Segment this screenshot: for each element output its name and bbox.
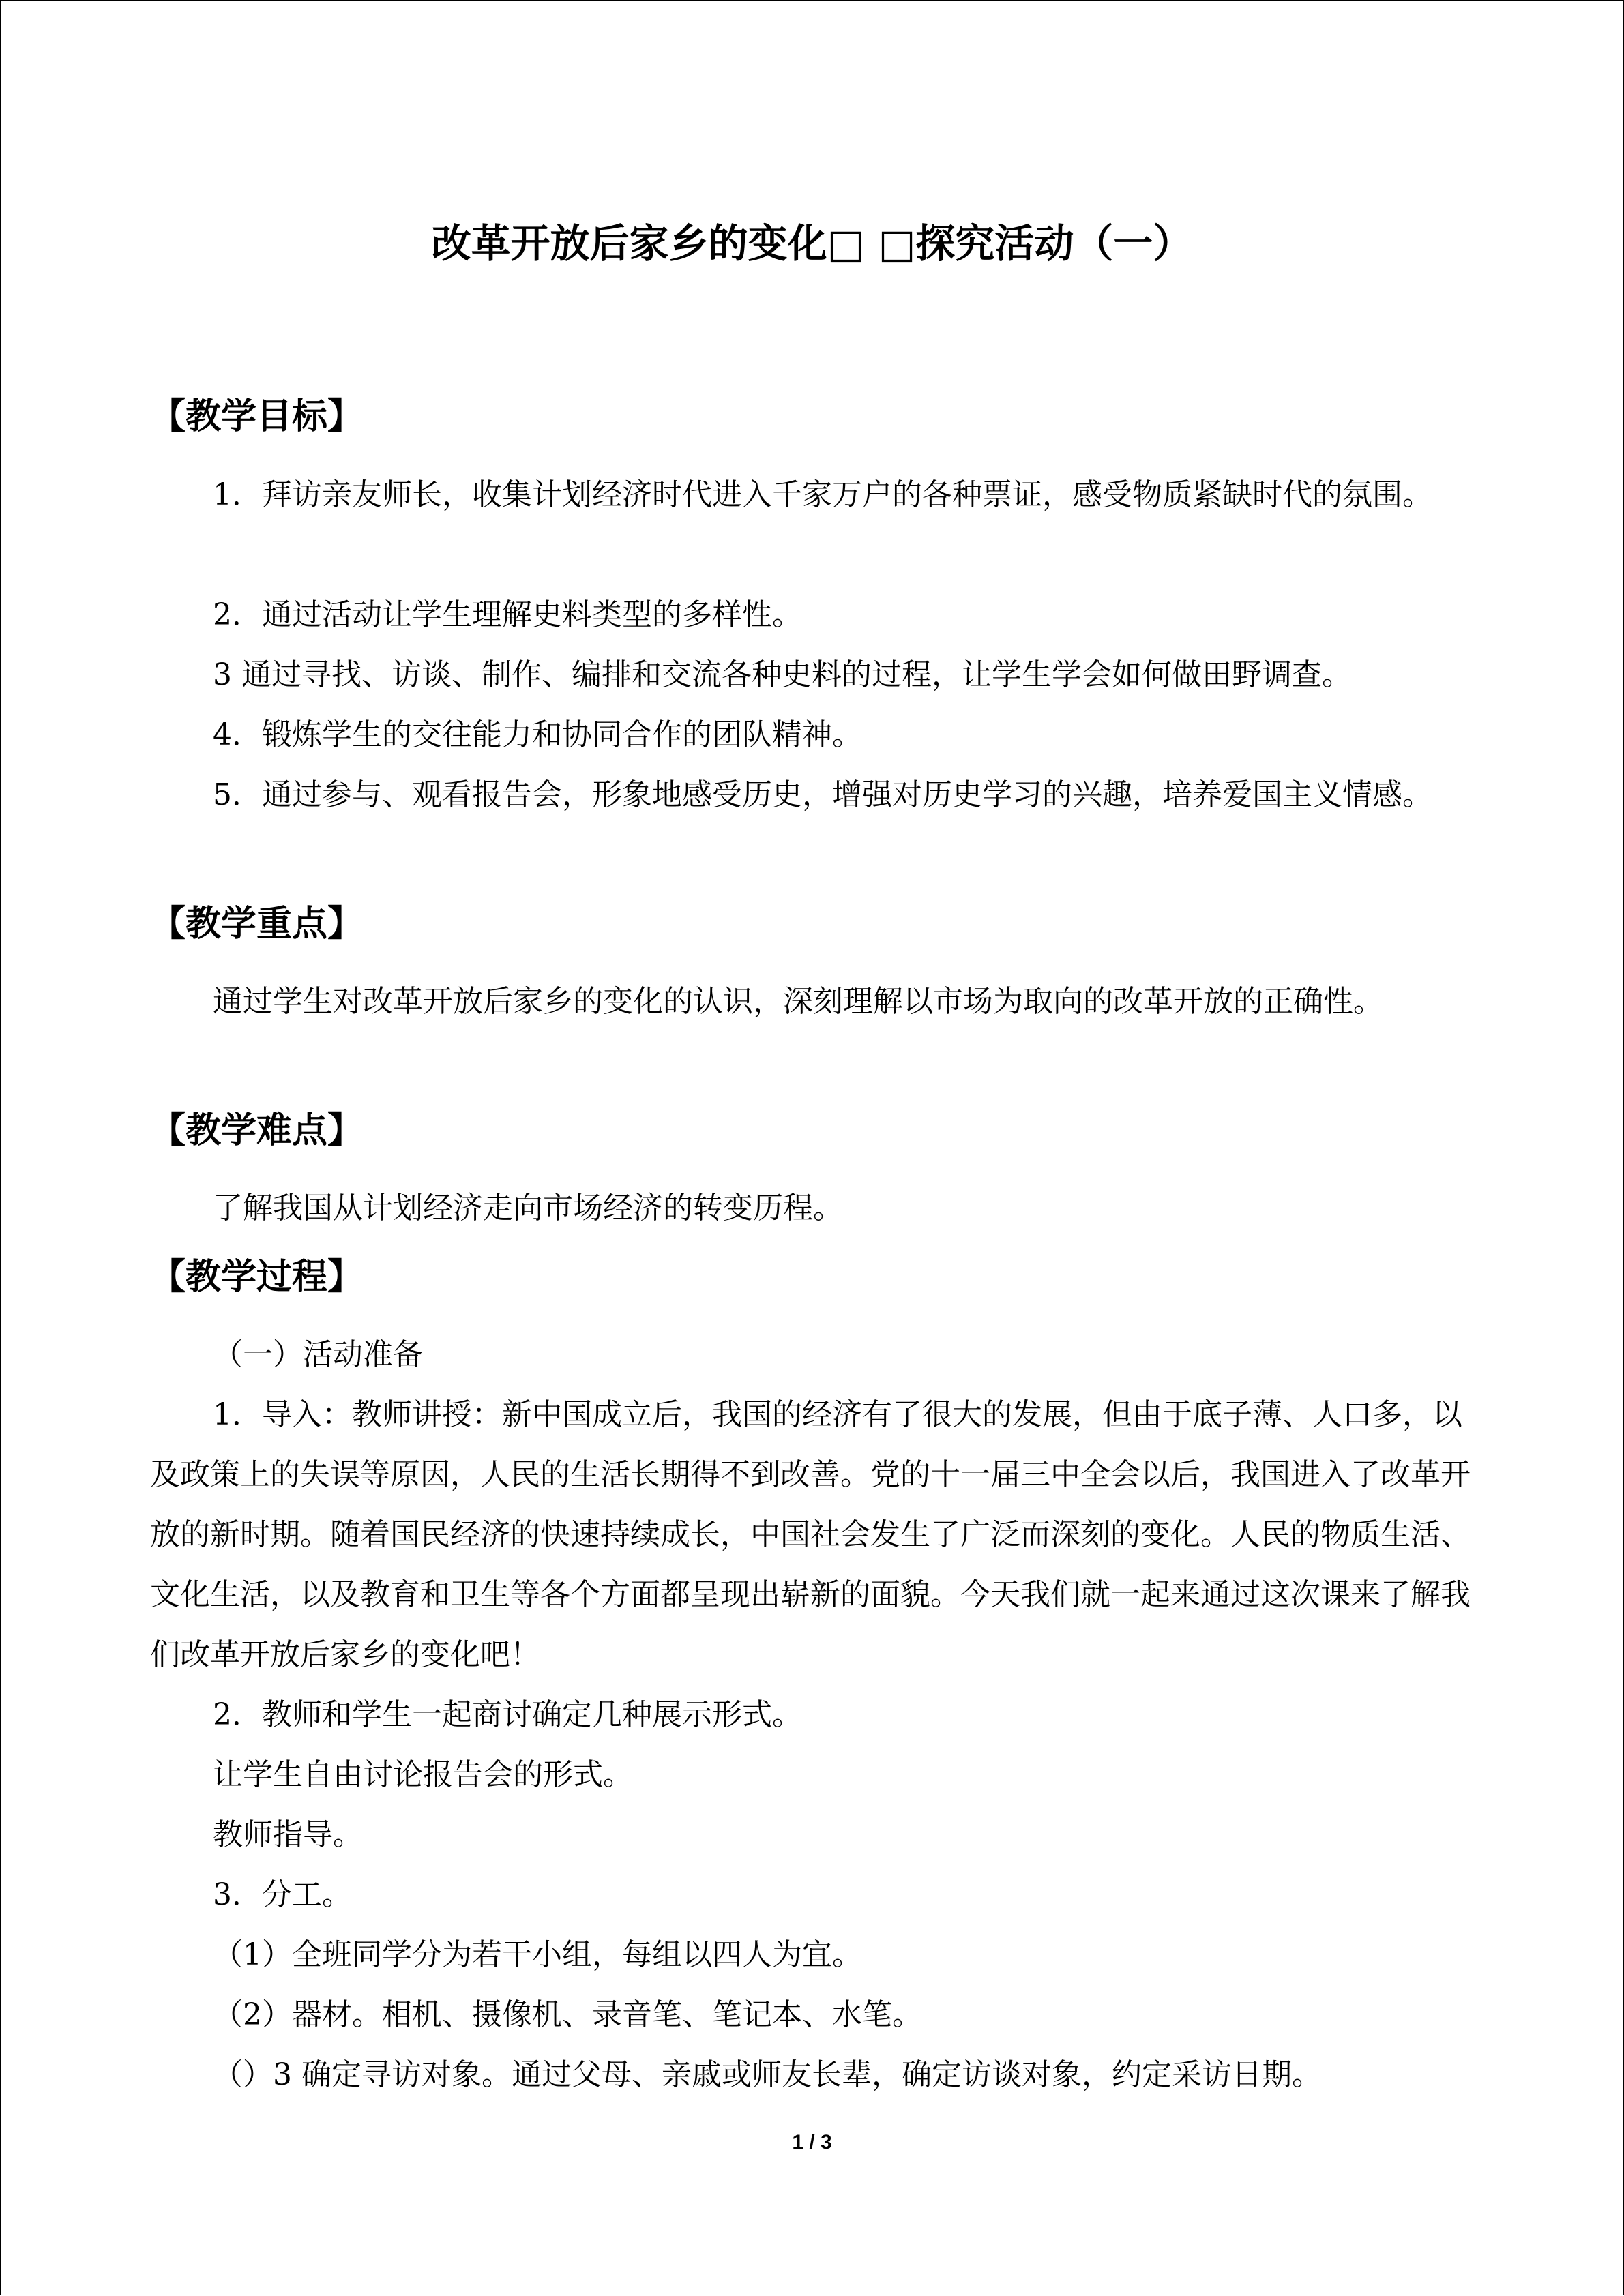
- key-points-text: 通过学生对改革开放后家乡的变化的认识，深刻理解以市场为取向的改革开放的正确性。: [213, 984, 1383, 1019]
- process-item-5: 教师指导。: [213, 1817, 363, 1852]
- process-item-4: 让学生自由讨论报告会的形式。: [213, 1757, 633, 1792]
- process-item-9: （）3 确定寻访对象。通过父母、亲戚或师友长辈，确定访谈对象，约定采访日期。: [213, 2057, 1322, 2092]
- objective-item-4: 4．锻炼学生的交往能力和协同合作的团队精神。: [213, 717, 862, 752]
- heading-difficulties: 【教学难点】: [150, 1110, 364, 1151]
- difficulties-text: 了解我国从计划经济走向市场经济的转变历程。: [213, 1191, 843, 1225]
- heading-process: 【教学过程】: [150, 1257, 364, 1298]
- process-item-2: 1．导入：教师讲授：新中国成立后，我国的经济有了很大的发展，但由于底子薄、人口多，以及政策上的失误等原因，人民的生活长期得不到改善。党的十一届三中全会以后，我国进入了改革开放的新时期。随着国民经济的快速持续成长，中国社会发生了广泛而深刻的变化。人民的物质生活、文化生活，以及教育和卫生等各个方面都呈现出崭新的面貌。今天我们就一起来通过这次课来了解我们改革开放后家乡的变化吧！: [150, 1397, 1471, 1672]
- process-item-6: 3．分工。: [213, 1877, 352, 1912]
- objective-item-5: 5．通过参与、观看报告会，形象地感受历史，增强对历史学习的兴趣，培养爱国主义情感。: [213, 777, 1432, 812]
- process-item-8: （2）器材。相机、摄像机、录音笔、笔记本、水笔。: [213, 1997, 922, 2032]
- page-number: 1 / 3: [792, 2131, 832, 2153]
- process-item-7: （1）全班同学分为若干小组，每组以四人为宜。: [213, 1937, 862, 1972]
- document-title: 改革开放后家乡的变化□ □探究活动（一）: [431, 220, 1193, 267]
- process-item-1: （一）活动准备: [213, 1337, 423, 1372]
- heading-key-points: 【教学重点】: [150, 904, 364, 944]
- objective-item-2: 2．通过活动让学生理解史料类型的多样性。: [213, 597, 802, 632]
- objective-item-3: 3 通过寻找、访谈、制作、编排和交流各种史料的过程，让学生学会如何做田野调查。: [213, 657, 1352, 692]
- objective-item-1: 1．拜访亲友师长，收集计划经济时代进入千家万户的各种票证，感受物质紧缺时代的氛围。: [213, 477, 1432, 512]
- heading-objectives: 【教学目标】: [150, 396, 364, 437]
- process-item-3: 2．教师和学生一起商讨确定几种展示形式。: [213, 1697, 802, 1732]
